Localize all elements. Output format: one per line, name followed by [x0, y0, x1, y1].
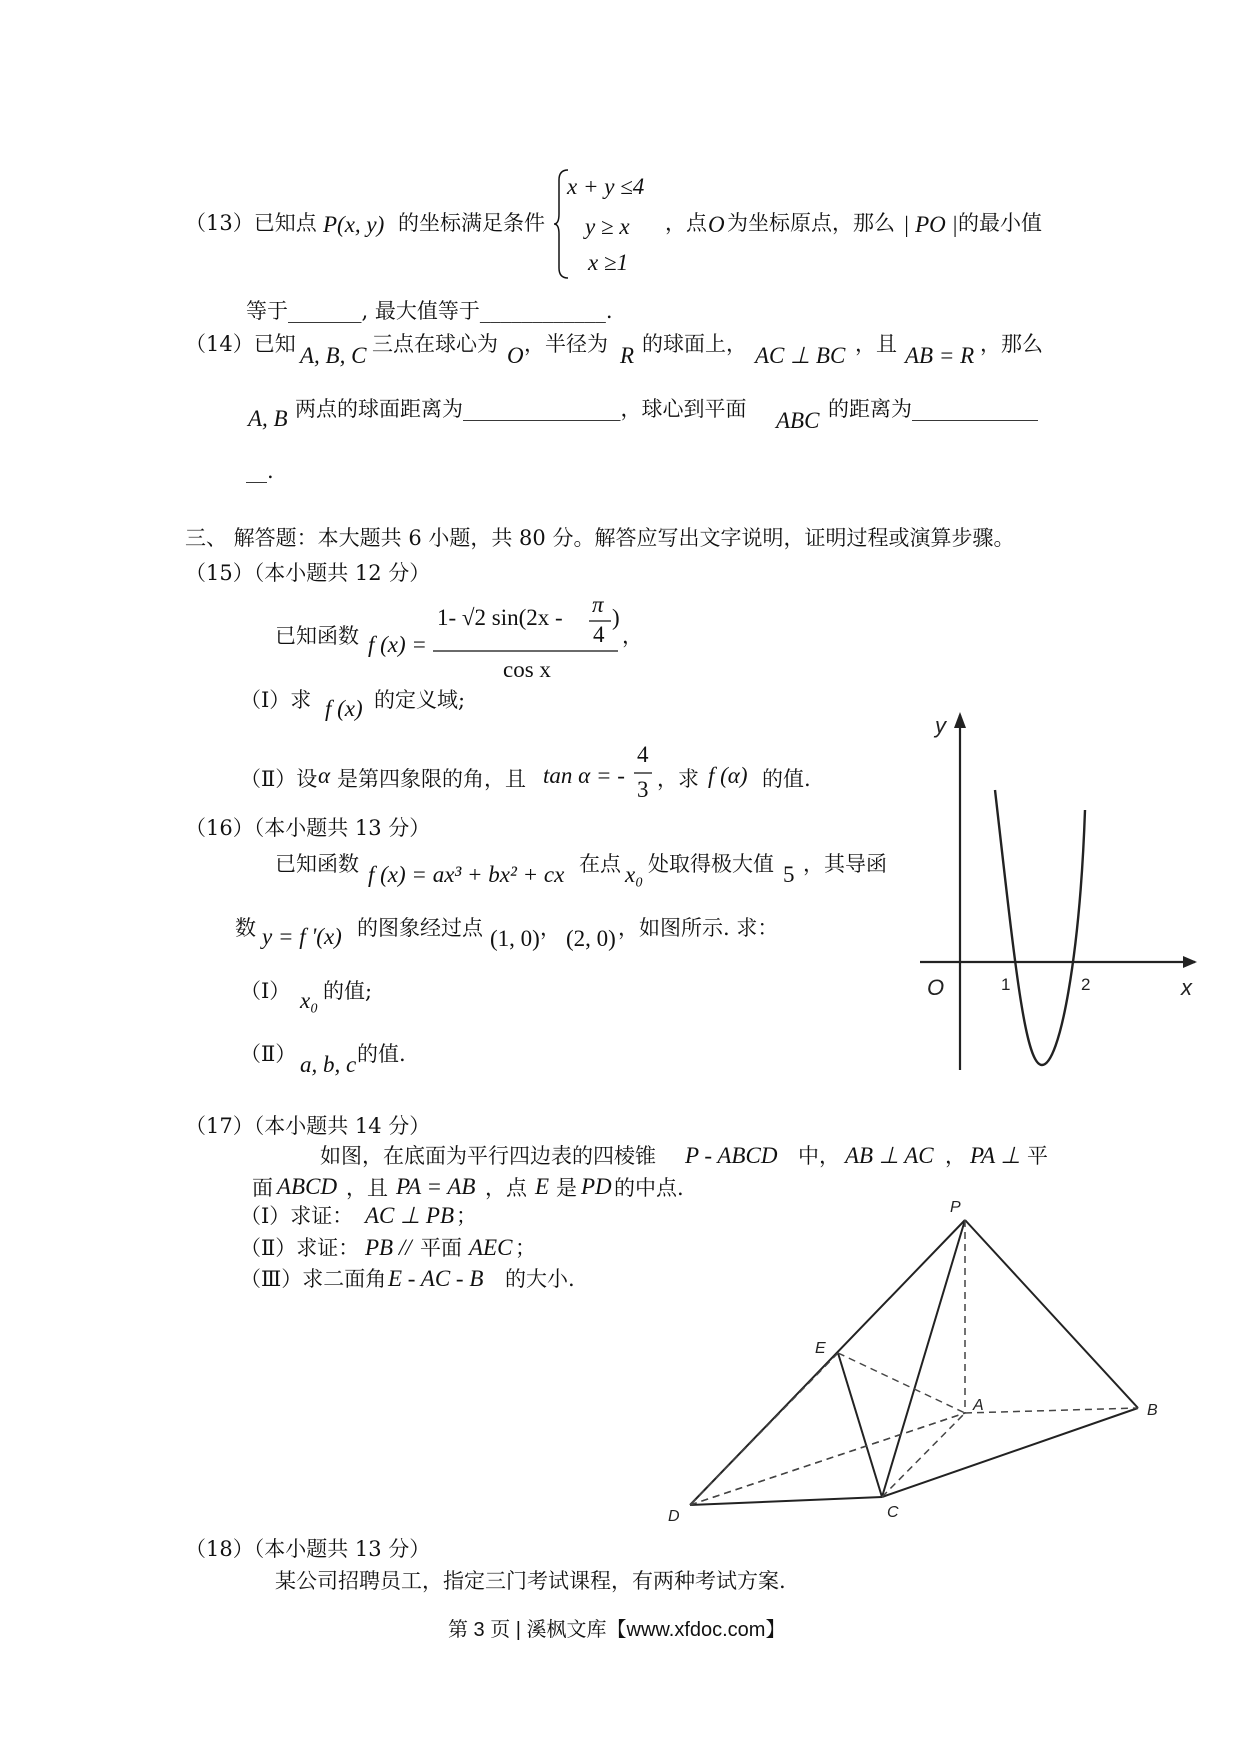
q15-intro: 已知函数	[275, 624, 359, 648]
q15-num3: 3	[637, 777, 649, 802]
q13-cond2: y ≥ x	[585, 214, 630, 239]
q17-part1-math: AC ⊥ PB	[365, 1203, 455, 1228]
tick-label-2: 2	[1081, 975, 1091, 994]
vertex-label-E: E	[815, 1340, 826, 1357]
q17-l1a: 如图，在底面为平行四边表的四棱锥	[320, 1144, 656, 1168]
q15-pi: π	[592, 592, 604, 617]
q16-l2c: ，如图所示. 求：	[618, 916, 779, 940]
q13-text4: 的最小值	[958, 211, 1042, 235]
q16-l2a: 数	[235, 916, 256, 940]
q14-text2: ，半径为	[524, 332, 608, 356]
q17-l2e: 的中点.	[614, 1176, 684, 1200]
y-axis-label: y	[935, 713, 946, 738]
q17-part3: （Ⅲ）求二面角	[240, 1267, 387, 1291]
q15-comma: ，	[622, 624, 643, 648]
q13-cond3: x ≥1	[588, 250, 629, 275]
q17-part3-end: 的大小.	[505, 1267, 575, 1291]
vertex-label-A: A	[973, 1397, 984, 1414]
q14-R: R	[620, 343, 635, 368]
q14-text3: 的球面上，	[642, 332, 747, 356]
q16-point1: (1, 0)	[490, 926, 540, 951]
q14-pts: A, B, C	[300, 343, 367, 368]
q15-part2-text: 是第四象限的角，且	[337, 767, 526, 791]
q14-tail: __.	[246, 459, 274, 483]
q14-text1: 三点在球心为	[372, 332, 498, 356]
q14-label: （14）已知	[185, 332, 296, 356]
derivative-curve	[995, 790, 1085, 1065]
q14-text7: 的距离为____________	[828, 397, 1038, 421]
q15-part2-ask: ，求	[657, 767, 699, 791]
q16-part2-abc: a, b, c	[300, 1052, 357, 1077]
q14-O: O	[507, 343, 524, 368]
q17-part1: （Ⅰ）求证：	[240, 1204, 354, 1228]
q16-five: 5	[783, 862, 795, 887]
hidden-edges	[690, 1220, 1138, 1505]
q17-label: （17）（本小题共 14 分）	[185, 1114, 431, 1138]
tick-label-1: 1	[1001, 975, 1011, 994]
q13-label: （13）已知点	[185, 211, 317, 235]
q17-part2-math: PB //	[365, 1235, 412, 1260]
page-footer: 第 3 页 | 溪枫文库【www.xfdoc.com】	[448, 1619, 786, 1641]
q14-AB: A, B	[248, 406, 288, 431]
q15-fx: f (x) =	[368, 632, 427, 657]
q17-pa-ab: PA = AB	[396, 1174, 476, 1199]
q16-l2b: 的图象经过点	[357, 916, 483, 940]
vertex-label-C: C	[887, 1504, 899, 1521]
q13-cond1: x + y ≤4	[567, 174, 645, 199]
q17-l1c: ，	[945, 1144, 966, 1168]
q16-fx: f (x) = ax³ + bx² + cx	[368, 862, 565, 887]
q15-f-alpha: f (α)	[708, 763, 748, 788]
q17-part2-end: ；	[515, 1236, 536, 1260]
q17-pa-perp: PA ⊥	[970, 1143, 1021, 1168]
q14-eq: AB = R	[905, 343, 975, 368]
q13-abs-po: | PO |	[903, 212, 958, 237]
q15-denominator: cos x	[503, 657, 551, 682]
q17-part3-math: E - AC - B	[388, 1266, 484, 1291]
q15-part1: （Ⅰ）求	[240, 688, 312, 712]
q14-text5: ，那么	[980, 332, 1043, 356]
q16-part2-text: 的值.	[357, 1042, 406, 1066]
q13-text3: 为坐标原点，那么	[727, 211, 895, 235]
x-axis-label: x	[1181, 975, 1192, 1000]
q17-l2b: ，且	[346, 1176, 388, 1200]
x-axis-arrow-icon	[1183, 956, 1197, 968]
q17-pyramid: P - ABCD	[685, 1143, 778, 1168]
origin-label: O	[927, 975, 945, 1000]
q16-part2: （Ⅱ）	[240, 1042, 297, 1066]
q15-tan: tan α = -	[543, 763, 625, 788]
q17-perp1: AB ⊥ AC	[845, 1143, 934, 1168]
q17-l1d: 平	[1027, 1144, 1048, 1168]
q17-PD: PD	[581, 1174, 612, 1199]
q14-text6: 两点的球面距离为_______________，球心到平面	[295, 397, 747, 421]
q14-plane: ABC	[776, 408, 820, 433]
q16-point2: (2, 0)	[566, 926, 616, 951]
q13-text1: 的坐标满足条件	[398, 211, 545, 235]
q13-line2: 等于_______, 最大值等于____________.	[246, 299, 613, 323]
q17-E: E	[535, 1174, 550, 1199]
q15-numerator: 1- √2 sin(2x -	[437, 605, 563, 630]
q17-l1b: 中，	[798, 1144, 840, 1168]
y-axis-arrow-icon	[954, 712, 966, 728]
q15-part1-text: 的定义域;	[374, 688, 466, 712]
q16-label: （16）（本小题共 13 分）	[185, 816, 431, 840]
q18-text: 某公司招聘员工，指定三门考试课程，有两种考试方案.	[275, 1569, 786, 1593]
section3-heading: 三、 解答题：本大题共 6 小题，共 80 分。解答应写出文字说明，证明过程或演算步骤。	[185, 526, 1015, 550]
vertex-label-B: B	[1147, 1402, 1158, 1419]
q16-t2: 处取得极大值	[648, 852, 774, 876]
q15-alpha: α	[318, 763, 331, 788]
solid-edges	[690, 1220, 1138, 1505]
q13-point: P(x, y)	[323, 212, 385, 237]
q13-origin: O	[708, 212, 725, 237]
vertex-label-P: P	[950, 1199, 961, 1216]
q15-part2-end: 的值.	[762, 767, 811, 791]
q16-x0: x₀	[625, 862, 644, 887]
q17-abcd: ABCD	[277, 1174, 338, 1199]
q16-part1: （Ⅰ）	[240, 979, 291, 1003]
q17-pyramid-figure	[660, 1195, 1180, 1525]
q17-l2a: 面	[252, 1176, 273, 1200]
q16-t1: 在点	[579, 852, 621, 876]
q16-yfp: y = f '(x)	[262, 924, 342, 949]
q17-l2c: ，点	[485, 1176, 527, 1200]
q15-part2: （Ⅱ）设	[240, 767, 318, 791]
q14-text4: ，且	[855, 332, 897, 356]
q15-four: 4	[593, 622, 605, 647]
q17-part2-aec: AEC	[469, 1235, 513, 1260]
q16-derivative-graph	[905, 705, 1205, 1075]
q15-num4: 4	[637, 742, 649, 767]
q17-l2d: 是	[556, 1176, 577, 1200]
q16-t3: ，其导函	[803, 852, 887, 876]
q16-intro: 已知函数	[275, 852, 359, 876]
q13-text2: ，点	[665, 211, 707, 235]
vertex-label-D: D	[668, 1508, 680, 1525]
q15-label: （15）（本小题共 12 分）	[185, 561, 431, 585]
q16-part1-text: 的值;	[323, 979, 373, 1003]
q16-sep: ，	[540, 916, 561, 940]
q17-part2: （Ⅱ）求证：	[240, 1236, 360, 1260]
q14-perp: AC ⊥ BC	[755, 343, 846, 368]
q18-label: （18）（本小题共 13 分）	[185, 1537, 431, 1561]
q15-close: )	[612, 605, 620, 630]
q15-fraction-bar	[433, 650, 618, 653]
q16-part1-x0: x₀	[300, 988, 319, 1013]
q17-part2-plane: 平面	[420, 1236, 462, 1260]
q15-tan-bar	[634, 772, 652, 775]
q15-part1-fx: f (x)	[325, 696, 363, 721]
q17-part1-end: ；	[456, 1204, 477, 1228]
